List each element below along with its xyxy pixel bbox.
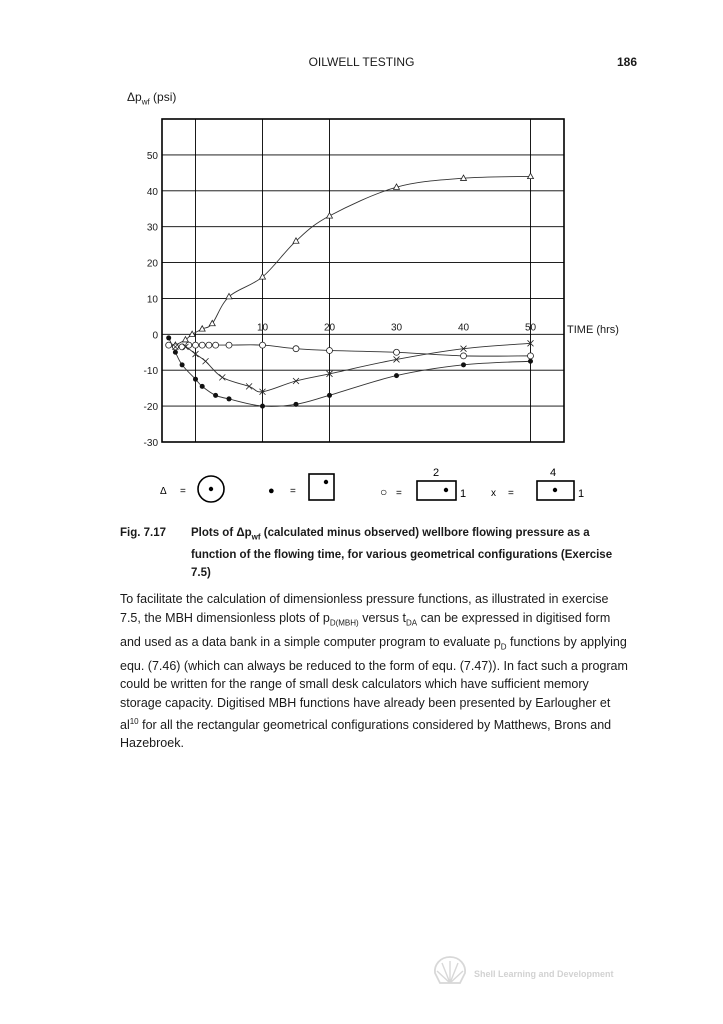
data-point-open	[394, 349, 400, 355]
data-point-cross	[246, 383, 252, 389]
data-point-open	[293, 346, 299, 352]
data-point-open	[528, 353, 534, 359]
caption-delta-sub: wf	[251, 532, 261, 542]
y-tick-label: -30	[143, 438, 158, 449]
legend-rect-4x1-top-label: 4	[550, 467, 557, 479]
x-tick-label: 40	[457, 322, 470, 334]
data-point-cross	[219, 374, 225, 380]
data-point-filled	[260, 404, 265, 409]
shell-logo-icon	[432, 955, 468, 987]
data-point-open	[327, 347, 333, 353]
series-line-open	[169, 345, 531, 356]
legend-rect-4x1-dot-icon	[553, 488, 557, 492]
data-point-filled	[294, 402, 299, 407]
data-point-open	[166, 342, 172, 348]
body-text-part: can be expressed in digitised form and used as a data bank in a simple computer program to evaluate p	[120, 610, 611, 649]
legend-triangle-symbol: Δ	[160, 486, 167, 497]
data-point-filled	[173, 350, 178, 355]
caption-text-post: (calculated minus observed) wellbore flowing pressure as a function of the flowing time, for various geometrical configurations (Exercise 7.5)	[191, 527, 613, 580]
data-point-open	[199, 342, 205, 348]
legend-rect-2x1-icon	[417, 481, 456, 500]
footer-brand-text: Shell Learning and Development	[474, 969, 614, 979]
x-axis-label: TIME (hrs)	[567, 324, 619, 336]
data-point-filled	[180, 362, 185, 367]
x-tick-label: 30	[390, 322, 403, 334]
page-number: 186	[616, 55, 637, 69]
y-tick-label: -10	[143, 366, 158, 378]
legend-open-symbol: ○	[380, 485, 388, 499]
data-point-cross	[203, 358, 209, 364]
body-paragraph	[120, 590, 630, 753]
data-point-triangle	[189, 331, 195, 336]
data-point-triangle	[327, 213, 333, 218]
data-point-filled	[227, 396, 232, 401]
figure-caption-text	[191, 524, 621, 582]
caption-text-pre: Plots of	[191, 527, 237, 539]
data-point-triangle	[182, 337, 188, 342]
data-point-filled	[528, 359, 533, 364]
series-curves	[169, 176, 531, 406]
caption-delta: Δp	[236, 527, 252, 539]
series-line-filled	[169, 338, 531, 407]
legend-cross-symbol: x	[491, 488, 496, 499]
y-tick-label: 10	[146, 294, 158, 306]
series-markers	[166, 173, 534, 408]
data-point-filled	[327, 393, 332, 398]
legend-central-well-dot-icon	[209, 487, 213, 491]
y-tick-label: 20	[146, 258, 158, 270]
figure-label: Fig. 7.17	[120, 527, 167, 539]
data-point-filled	[166, 335, 171, 340]
legend-cross-equals: =	[508, 488, 514, 499]
legend-triangle-equals: =	[180, 486, 186, 497]
y-axis-label-sub: wf	[141, 97, 150, 107]
data-point-filled	[394, 373, 399, 378]
y-tick-label: 0	[152, 330, 158, 342]
body-text-part: functions by applying equ. (7.46) (which can always be reduced to the form of equ. (7.47)). In fact such a program could be written for the range of small desk calculators which have sufficient memory storage capacity. Digitised MBH functions have already been presented by Earlougher et al	[120, 634, 628, 732]
y-tick-label: 30	[146, 222, 158, 234]
body-subscript: D(MBH)	[329, 618, 359, 628]
data-point-triangle	[528, 173, 534, 178]
y-tick-label: 50	[146, 150, 158, 162]
series-line-triangle	[175, 176, 530, 345]
data-point-open	[226, 342, 232, 348]
data-point-open	[193, 342, 199, 348]
chart-frame	[162, 119, 564, 442]
body-text-part: versus t	[358, 610, 406, 625]
data-point-filled	[461, 362, 466, 367]
legend-open-equals: =	[396, 488, 402, 499]
x-tick-label: 50	[524, 322, 537, 334]
legend-square-box-icon	[309, 474, 334, 500]
data-point-open	[179, 344, 185, 350]
data-point-open	[461, 353, 467, 359]
data-point-open	[206, 342, 212, 348]
body-text-part: for all the rectangular geometrical configurations considered by Matthews, Brons and Hazebroek.	[120, 717, 612, 751]
legend-rect-2x1-right-label: 1	[460, 488, 467, 500]
body-subscript: DA	[405, 618, 418, 628]
legend-square-well-dot-icon	[324, 480, 328, 484]
legend-filled-symbol: ●	[268, 485, 275, 497]
data-point-filled	[193, 377, 198, 382]
data-point-cross	[293, 378, 299, 384]
body-text-part: To facilitate the calculation of dimensionless pressure functions, as illustrated in exercise 7.5, the MBH dimensionless plots of p	[120, 592, 609, 625]
x-tick-label: 10	[256, 322, 269, 334]
data-point-triangle	[226, 293, 232, 298]
body-subscript: D	[500, 642, 507, 652]
y-tick-label: 40	[146, 186, 158, 198]
data-point-filled	[213, 393, 218, 398]
y-axis-label-unit: (psi)	[153, 90, 177, 104]
running-header-title: OILWELL TESTING	[308, 55, 415, 69]
tick-labels	[144, 151, 537, 449]
grid-lines	[162, 119, 564, 442]
legend-rect-4x1-right-label: 1	[578, 488, 585, 500]
y-axis-label-main: Δp	[127, 90, 142, 104]
data-point-open	[213, 342, 219, 348]
legend-filled-equals: =	[290, 486, 296, 497]
data-point-filled	[200, 384, 205, 389]
y-tick-label: -20	[143, 402, 158, 414]
body-superscript: 10	[129, 716, 139, 726]
data-point-open	[260, 342, 266, 348]
legend-rect-2x1-dot-icon	[444, 488, 448, 492]
legend-rect-2x1-top-label: 2	[433, 467, 440, 479]
series-line-cross	[175, 343, 530, 392]
x-tick-label: 20	[323, 322, 336, 334]
legend	[160, 467, 584, 502]
